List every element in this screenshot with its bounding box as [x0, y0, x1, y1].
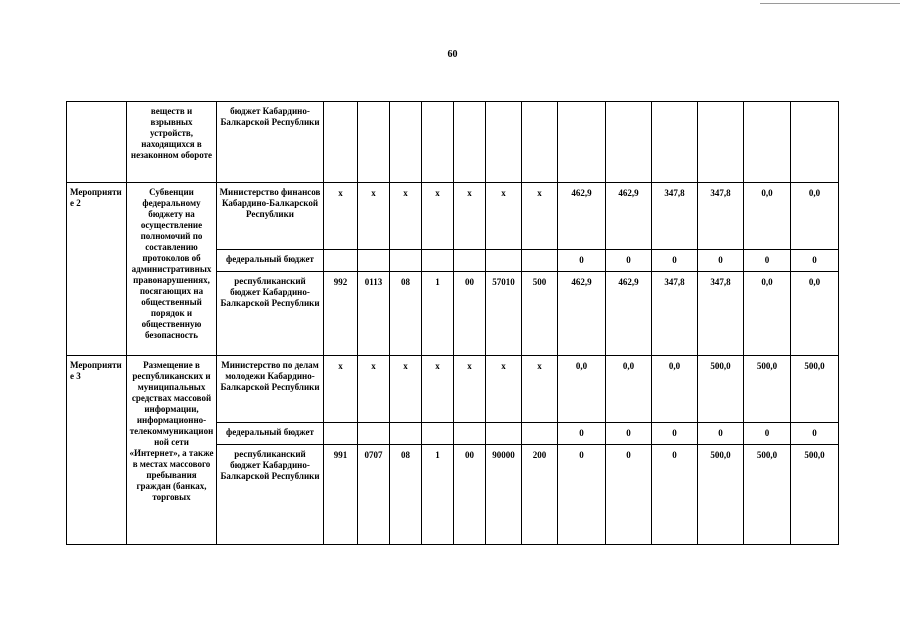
- value-cell: 991: [324, 445, 358, 545]
- measure-cell: Мероприятие 2: [67, 183, 127, 356]
- value-cell: 500,0: [791, 445, 839, 545]
- value-cell: 90000: [486, 445, 522, 545]
- value-cell: [454, 102, 486, 183]
- funding-source-cell: федеральный бюджет: [217, 423, 324, 445]
- value-cell: 500,0: [698, 356, 744, 423]
- value-cell: 0: [558, 250, 606, 272]
- value-cell: [422, 102, 454, 183]
- table-row: [67, 183, 839, 250]
- value-cell: [390, 102, 422, 183]
- value-cell: х: [324, 356, 358, 423]
- value-cell: 462,9: [606, 272, 652, 356]
- value-cell: [324, 423, 358, 445]
- value-cell: х: [522, 183, 558, 250]
- value-cell: [522, 250, 558, 272]
- value-cell: 00: [454, 272, 486, 356]
- value-cell: [522, 102, 558, 183]
- scan-edge-line: [760, 3, 900, 4]
- value-cell: 0: [652, 423, 698, 445]
- value-cell: [791, 102, 839, 183]
- value-cell: [358, 250, 390, 272]
- value-cell: 1: [422, 445, 454, 545]
- funding-source-cell: Министерство по делам молодежи Кабардино-Балкарской Республики: [217, 356, 324, 423]
- value-cell: 462,9: [558, 272, 606, 356]
- value-cell: 0,0: [606, 356, 652, 423]
- value-cell: 500,0: [744, 445, 791, 545]
- value-cell: х: [358, 183, 390, 250]
- value-cell: 0: [698, 250, 744, 272]
- value-cell: 462,9: [606, 183, 652, 250]
- table-body: [67, 102, 839, 545]
- value-cell: 0,0: [791, 183, 839, 250]
- value-cell: 0: [606, 445, 652, 545]
- value-cell: 0: [791, 250, 839, 272]
- value-cell: [486, 250, 522, 272]
- funding-source-cell: бюджет Кабардино-Балкарской Республики: [217, 102, 324, 183]
- value-cell: 347,8: [698, 272, 744, 356]
- value-cell: 0,0: [791, 272, 839, 356]
- value-cell: [422, 250, 454, 272]
- value-cell: [744, 102, 791, 183]
- value-cell: 500,0: [698, 445, 744, 545]
- value-cell: 200: [522, 445, 558, 545]
- value-cell: 08: [390, 445, 422, 545]
- value-cell: 347,8: [698, 183, 744, 250]
- measure-cell: [67, 102, 127, 183]
- value-cell: 0,0: [744, 272, 791, 356]
- value-cell: 500: [522, 272, 558, 356]
- value-cell: х: [486, 356, 522, 423]
- value-cell: 0: [558, 445, 606, 545]
- table-row: [67, 356, 839, 423]
- funding-source-cell: федеральный бюджет: [217, 250, 324, 272]
- value-cell: 0: [652, 445, 698, 545]
- value-cell: 500,0: [744, 356, 791, 423]
- value-cell: [390, 250, 422, 272]
- value-cell: 500,0: [791, 356, 839, 423]
- budget-table: [66, 101, 839, 545]
- value-cell: 0,0: [652, 356, 698, 423]
- value-cell: 0,0: [558, 356, 606, 423]
- funding-source-cell: Министерство финансов Кабардино-Балкарской Республики: [217, 183, 324, 250]
- value-cell: х: [486, 183, 522, 250]
- value-cell: 0: [558, 423, 606, 445]
- value-cell: 0: [606, 423, 652, 445]
- value-cell: [324, 102, 358, 183]
- value-cell: [558, 102, 606, 183]
- value-cell: [358, 423, 390, 445]
- value-cell: х: [390, 356, 422, 423]
- value-cell: 1: [422, 272, 454, 356]
- description-cell: веществ и взрывных устройств, находящихся в незаконном обороте: [127, 102, 217, 183]
- value-cell: [486, 102, 522, 183]
- value-cell: 0: [791, 423, 839, 445]
- value-cell: 0707: [358, 445, 390, 545]
- value-cell: [486, 423, 522, 445]
- value-cell: 0: [744, 423, 791, 445]
- value-cell: [454, 423, 486, 445]
- value-cell: [522, 423, 558, 445]
- measure-cell: Мероприятие 3: [67, 356, 127, 545]
- value-cell: х: [422, 356, 454, 423]
- value-cell: [390, 423, 422, 445]
- funding-source-cell: республиканский бюджет Кабардино-Балкарской Республики: [217, 272, 324, 356]
- value-cell: [324, 250, 358, 272]
- value-cell: х: [454, 183, 486, 250]
- value-cell: х: [324, 183, 358, 250]
- value-cell: 0: [606, 250, 652, 272]
- value-cell: [422, 423, 454, 445]
- value-cell: 347,8: [652, 272, 698, 356]
- value-cell: 992: [324, 272, 358, 356]
- description-cell: Субвенции федеральному бюджету на осуществление полномочий по составлению протоколов об административных правонарушениях, посягающих на общественный порядок и общественную безопасность: [127, 183, 217, 356]
- table-row: [67, 102, 839, 183]
- value-cell: 347,8: [652, 183, 698, 250]
- value-cell: х: [522, 356, 558, 423]
- value-cell: 462,9: [558, 183, 606, 250]
- value-cell: 0: [652, 250, 698, 272]
- value-cell: [652, 102, 698, 183]
- value-cell: 0: [744, 250, 791, 272]
- value-cell: 0: [698, 423, 744, 445]
- page-number: 60: [447, 49, 458, 60]
- value-cell: [606, 102, 652, 183]
- value-cell: х: [454, 356, 486, 423]
- value-cell: 0,0: [744, 183, 791, 250]
- value-cell: [358, 102, 390, 183]
- description-cell: Размещение в республиканских и муниципальных средствах массовой информации, информационно-телекоммуникационной сети «Интернет», а также в местах массового пребывания граждан (банках, торговых: [127, 356, 217, 545]
- value-cell: 57010: [486, 272, 522, 356]
- value-cell: 0113: [358, 272, 390, 356]
- funding-source-cell: республиканский бюджет Кабардино-Балкарской Республики: [217, 445, 324, 545]
- value-cell: [454, 250, 486, 272]
- value-cell: х: [422, 183, 454, 250]
- value-cell: х: [358, 356, 390, 423]
- value-cell: х: [390, 183, 422, 250]
- value-cell: 08: [390, 272, 422, 356]
- value-cell: 00: [454, 445, 486, 545]
- value-cell: [698, 102, 744, 183]
